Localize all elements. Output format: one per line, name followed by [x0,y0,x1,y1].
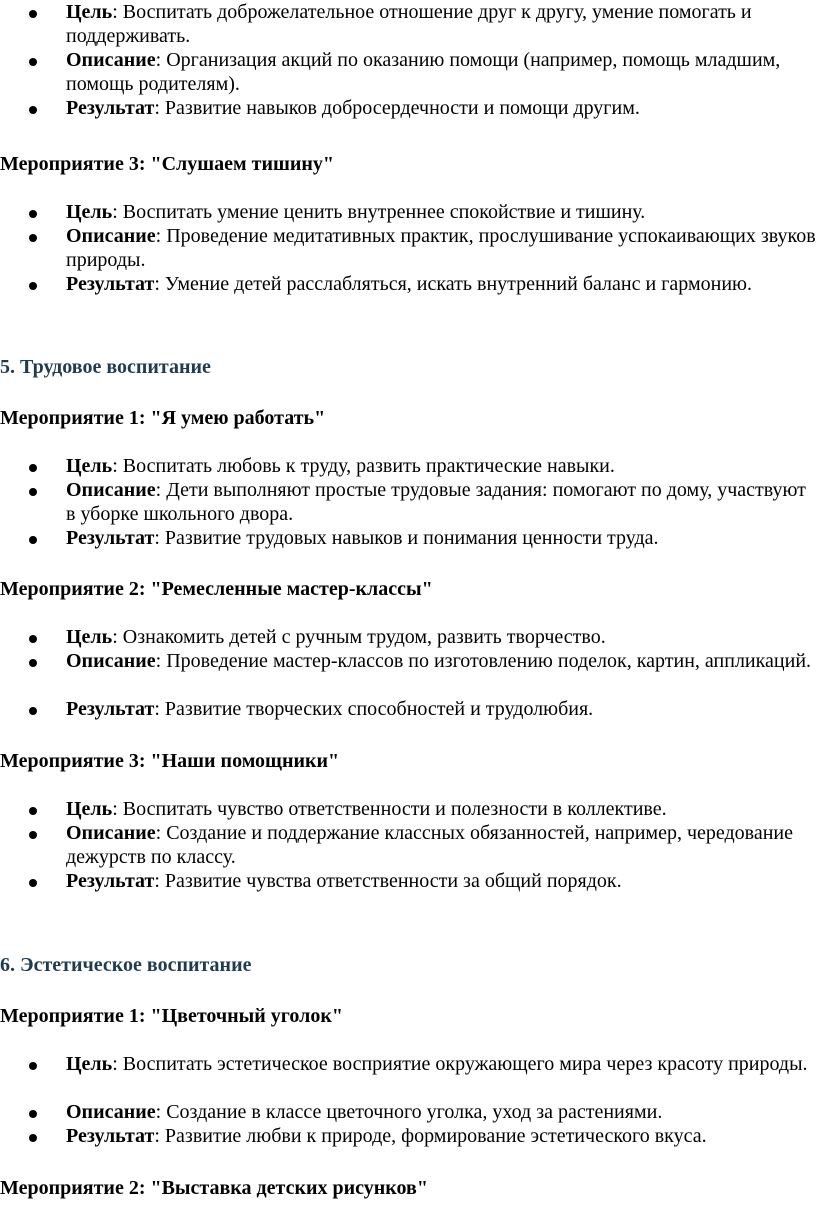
bullet-list [0,625,816,721]
list-item-goal [0,797,816,821]
list-item-goal [0,1052,816,1100]
bullet-list [0,200,816,296]
bullet-icon [29,831,37,839]
item-text: Воспитать эстетическое восприятие окружающего мира через красоту природы. [122,1053,808,1075]
list-item-result [0,869,816,893]
item-text: Развитие творческих способностей и трудолюбия. [164,698,594,720]
item-text: Развитие навыков добросердечности и помощи другим. [164,97,640,119]
item-text: Воспитать умение ценить внутреннее спокойствие и тишину. [122,201,646,223]
separator: : [155,49,167,71]
item-text: Дети выполняют простые трудовые задания: помогают по дому, участвуют в уборке школьного двора. [66,479,806,525]
bullet-icon [29,635,37,643]
item-text: Ознакомить детей с ручным трудом, развить творчество. [122,626,606,648]
separator: : [155,822,167,844]
item-label: Описание [66,1101,156,1123]
item-text: Развитие чувства ответственности за общий порядок. [164,870,622,892]
item-label: Цель [66,626,113,648]
bullet-icon [29,210,37,218]
separator: : [154,527,165,549]
separator: : [112,626,123,648]
list-item-description [0,1100,816,1124]
item-text: Умение детей расслабляться, искать внутренний баланс и гармонию. [164,273,752,295]
item-text: Проведение медитативных практик, прослушивание успокаивающих звуков природы. [66,225,816,271]
list-item-description [0,649,816,697]
separator: : [155,650,167,672]
bullet-icon [29,536,37,544]
bullet-icon [29,879,37,887]
bullet-list [0,1052,816,1148]
item-text: Организация акций по оказанию помощи (например, помощь младшим, помощь родителям). [66,49,781,95]
event-heading: Мероприятие 2: "Ремесленные мастер-классы" [0,578,433,600]
list-item-description [0,224,816,272]
item-label: Цель [66,455,113,477]
list-item-goal [0,454,816,478]
section-heading: 6. Эстетическое воспитание [0,954,252,976]
separator: : [155,1101,167,1123]
bullet-icon [29,106,37,114]
item-label: Результат [66,698,155,720]
section-heading: 5. Трудовое воспитание [0,356,211,378]
separator: : [112,1,123,23]
event-heading: Мероприятие 2: "Выставка детских рисунков" [0,1177,428,1199]
event-heading: Мероприятие 3: "Наши помощники" [0,750,340,772]
item-text: Развитие трудовых навыков и понимания ценности труда. [164,527,659,549]
event-heading: Мероприятие 1: "Я умею работать" [0,407,326,429]
item-label: Результат [66,870,155,892]
list-item-description [0,48,816,96]
bullet-icon [29,659,37,667]
bullet-icon [29,1062,37,1070]
bullet-icon [29,282,37,290]
list-item-goal [0,200,816,224]
bullet-icon [29,1110,37,1118]
bullet-icon [29,807,37,815]
item-label: Описание [66,822,156,844]
list-item-description [0,478,816,526]
list-item-result [0,272,816,296]
list-item-goal [0,625,816,649]
list-item-result [0,96,816,120]
bullet-icon [29,234,37,242]
separator: : [112,1053,123,1075]
item-text: Проведение мастер-классов по изготовлению поделок, картин, аппликаций. [166,650,812,672]
item-text: Создание в классе цветочного уголка, уход за растениями. [166,1101,663,1123]
item-text: Создание и поддержание классных обязанностей, например, чередование дежурств по классу. [66,822,794,868]
bullet-icon [29,1134,37,1142]
separator: : [154,870,165,892]
separator: : [155,479,167,501]
item-label: Результат [66,273,155,295]
separator: : [154,698,165,720]
item-label: Цель [66,1,113,23]
bullet-icon [29,10,37,18]
item-text: Воспитать чувство ответственности и полезности в коллективе. [122,798,667,820]
item-text: Воспитать любовь к труду, развить практические навыки. [122,455,615,477]
bullet-list [0,797,816,893]
separator: : [112,455,123,477]
item-label: Результат [66,97,155,119]
separator: : [155,225,167,247]
event-heading: Мероприятие 3: "Слушаем тишину" [0,153,335,175]
bullet-icon [29,464,37,472]
list-item-result [0,697,816,721]
bullet-icon [29,488,37,496]
item-label: Описание [66,49,156,71]
list-item-description [0,821,816,869]
item-label: Результат [66,527,155,549]
item-label: Описание [66,479,156,501]
item-label: Результат [66,1125,155,1147]
bullet-list [0,454,816,550]
item-label: Цель [66,1053,113,1075]
list-item-goal [0,0,816,48]
separator: : [154,97,165,119]
separator: : [154,273,165,295]
item-label: Цель [66,798,113,820]
separator: : [112,201,123,223]
bullet-icon [29,707,37,715]
item-text: Воспитать доброжелательное отношение друг к другу, умение помогать и поддерживать. [66,1,752,47]
item-label: Цель [66,201,113,223]
bullet-icon [29,58,37,66]
item-text: Развитие любви к природе, формирование эстетического вкуса. [164,1125,707,1147]
separator: : [112,798,123,820]
item-label: Описание [66,225,156,247]
list-item-result [0,1124,816,1148]
separator: : [154,1125,165,1147]
list-item-result [0,526,816,550]
event-heading: Мероприятие 1: "Цветочный уголок" [0,1005,343,1027]
bullet-list-top [0,0,816,120]
item-label: Описание [66,650,156,672]
